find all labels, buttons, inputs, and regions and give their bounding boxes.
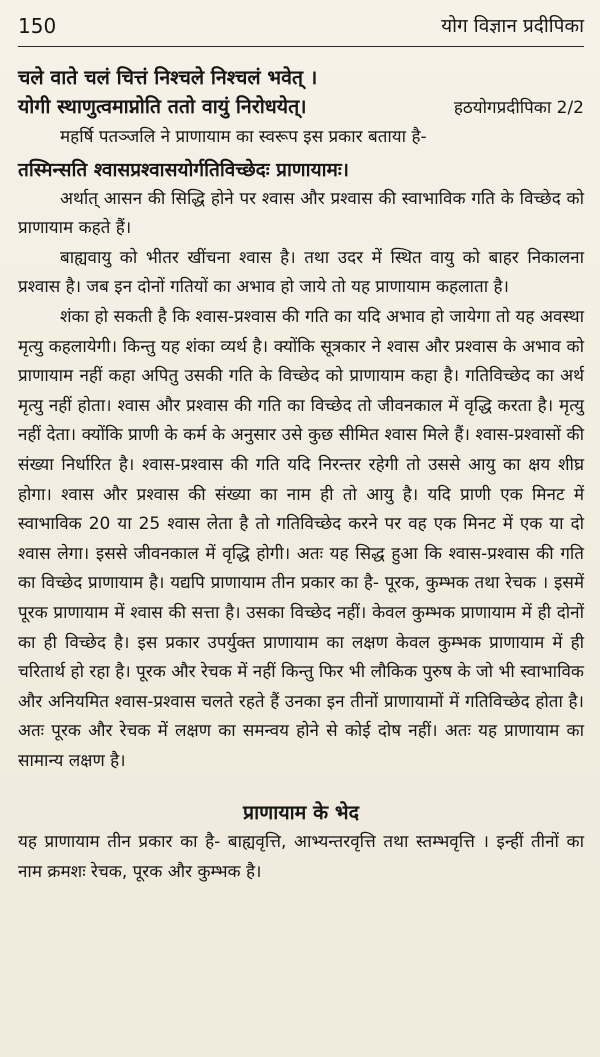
paragraph-3: शंका हो सकती है कि श्वास-प्रश्वास की गति का यदि अभाव हो जायेगा तो यह अवस्था मृत्यु कहलायेगी। किन्तु यह शंका व्यर्थ है। क्योंकि सूत्रकार ने श्वास और प्रश्वास के अभाव को प्राणायाम नहीं कहा अपितु उसकी गति के विच्छेद को प्राणायाम कहा है। गतिविच्छेद का अर्थ मृत्यु नहीं होता। श्वास और प्रश्वास की गति का विच्छेद तो जीवनकाल में वृद्धि करता है। मृत्यु नहीं देता। क्योंकि प्राणी के कर्म के अनुसार उसे कुछ सीमित श्वास मिले हैं। श्वास-प्रश्वासों की संख्या निर्धारित है। श्वास-प्रश्वास की गति यदि निरन्तर रहेगी तो उससे आयु का क्षय शीघ्र होगा। श्वास और प्रश्वास की संख्या का नाम ही तो आयु है। यदि प्राणी एक मिनट में स्वाभाविक 20 या 25 श्वास लेता है तो गतिविच्छेद करने पर वह एक मिनट में एक या दो श्वास लेगा। इससे जीवनकाल में वृद्धि होगी। अतः यह सिद्ध हुआ कि श्वास-प्रश्वास की गति का विच्छेद प्राणायाम है। यद्यपि प्राणायाम तीन प्रकार का है- पूरक, कुम्भक तथा रेचक । इसमें पूरक प्राणायाम में श्वास की सत्ता है। उसका विच्छेद नहीं। केवल कुम्भक प्राणायाम में ही दोनों का ही विच्छेद है। इस प्रकार उपर्युक्त प्राणायाम का लक्षण केवल कुम्भक प्राणायाम में ही चरितार्थ हो रहा है। पूरक और रेचक में नहीं किन्तु फिर भी लौकिक पुरुष के जो भी स्वाभाविक और अनियमित श्वास-प्रश्वास चलते रहते हैं उनका इन तीनों प्राणायामों में गतिविच्छेद होता है। अतः पूरक और रेचक में लक्षण का समन्वय होने से कोई दोष नहीं। अतः यह प्राणायाम का सामान्य लक्षण है।: [18, 306, 584, 771]
verse-line-2: योगी स्थाणुत्वमाप्नोति ततो वायुं निरोधयेत्।: [18, 95, 307, 118]
verse-line-1: चले वाते चलं चित्तं निश्चले निश्चलं भवेत् ।: [18, 66, 318, 89]
section-text: यह प्राणायाम तीन प्रकार का है- बाह्यवृत्ति, आभ्यन्तरवृत्ति तथा स्तम्भवृत्ति । इन्हीं तीनों का नाम क्रमशः रेचक, पूरक और कुम्भक है।: [18, 832, 584, 883]
verse-source: हठयोगप्रदीपिका 2/2: [453, 98, 584, 118]
verse-block: [18, 63, 584, 123]
verse-line-2-row: [18, 92, 584, 123]
page-header: [18, 14, 584, 47]
paragraph-2: बाह्यवायु को भीतर खींचना श्वास है। तथा उदर में स्थित वायु को बाहर निकालना प्रश्वास है। जब इन दोनों गतियों का अभाव हो जाये तो यह प्राणायाम कहलाता है।: [18, 247, 584, 298]
page-number: 150: [18, 14, 57, 38]
book-title: योग विज्ञान प्रदीपिका: [441, 15, 584, 37]
sutra-text: तस्मिन्सति श्वासप्रश्वासयोर्गतिविच्छेदः प्राणायामः।: [18, 158, 349, 181]
section-heading: प्राणायाम के भेद: [243, 801, 359, 825]
intro-text: महर्षि पतञ्जलि ने प्राणायाम का स्वरूप इस प्रकार बताया है-: [60, 127, 427, 147]
paragraph-1: अर्थात् आसन की सिद्धि होने पर श्वास और प्रश्वास की स्वाभाविक गति के विच्छेद को प्राणायाम कहते हैं।: [18, 188, 584, 239]
